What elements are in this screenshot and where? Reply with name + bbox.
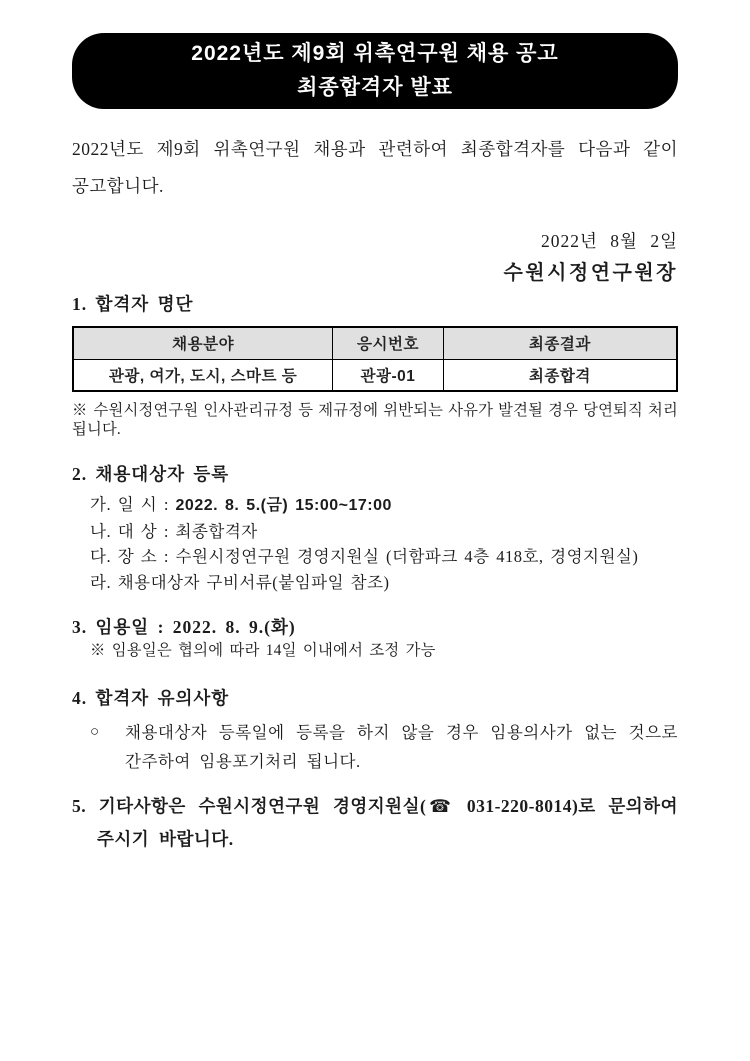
signature-title: 수원시정연구원장 [503, 262, 678, 284]
table-header-field: 채용분야 [73, 327, 333, 359]
contact-suffix: )로 문의하여 주시기 바랍니다. [97, 796, 678, 849]
registration-item-target: 나. 대 상 : 최종합격자 [90, 521, 258, 541]
registration-item-datetime [90, 492, 678, 519]
banner-title-line2: 최종합격자 발표 [297, 76, 453, 99]
notice-text: 채용대상자 등록일에 등록을 하지 않을 경우 임용의사가 없는 것으로 간주하여 임용포기처리 됩니다. [125, 723, 678, 771]
phone-icon: ☎ [426, 796, 455, 816]
table-header-applicant-number: 응시번호 [333, 327, 444, 359]
registration-datetime-label: 가. 일 시 : [90, 495, 176, 514]
table-row [73, 359, 677, 391]
pass-list-table [72, 326, 678, 392]
banner-title-line1: 2022년도 제9회 위촉연구원 채용 공고 [191, 42, 559, 65]
registration-item-place: 다. 장 소 : 수원시정연구원 경영지원실 (더함파크 4층 418호, 경영지원실) [90, 547, 639, 566]
title-banner [72, 33, 678, 109]
announcement-date: 2022년 8월 2일 [541, 231, 678, 251]
appointment-footnote: ※ 임용일은 협의에 따라 14일 이내에서 조정 가능 [90, 642, 436, 659]
circle-bullet-icon: ○ [90, 724, 100, 740]
table-cell-field: 관광, 여가, 도시, 스마트 등 [73, 359, 333, 391]
registration-items [72, 492, 678, 595]
table-header-final-result: 최종결과 [443, 327, 677, 359]
section1-heading: 1. 합격자 명단 [72, 294, 194, 314]
contact-paragraph [72, 790, 678, 856]
contact-number: 031-220-8014 [454, 796, 572, 816]
table-cell-applicant-number: 관광-01 [333, 359, 444, 391]
registration-datetime-value: 2022. 8. 5.(금) 15:00~17:00 [175, 497, 392, 514]
section3-heading: 3. 임용일 : 2022. 8. 9.(화) [72, 617, 296, 637]
table-cell-final-result: 최종합격 [443, 359, 677, 391]
contact-prefix: 5. 기타사항은 수원시정연구원 경영지원실( [72, 796, 427, 816]
registration-item-documents: 라. 채용대상자 구비서류(붙임파일 참조) [90, 572, 390, 592]
section4-heading: 4. 합격자 유의사항 [72, 688, 230, 708]
table-footnote: ※ 수원시정연구원 인사관리규정 등 제규정에 위반되는 사유가 발견될 경우 당연퇴직 처리됩니다. [72, 402, 678, 438]
section2-heading: 2. 채용대상자 등록 [72, 464, 230, 484]
notice-bullet-item [72, 718, 678, 776]
table-header-row [73, 327, 677, 359]
intro-paragraph: 2022년도 제9회 위촉연구원 채용과 관련하여 최종합격자를 다음과 같이 공고합니다. [72, 139, 678, 196]
